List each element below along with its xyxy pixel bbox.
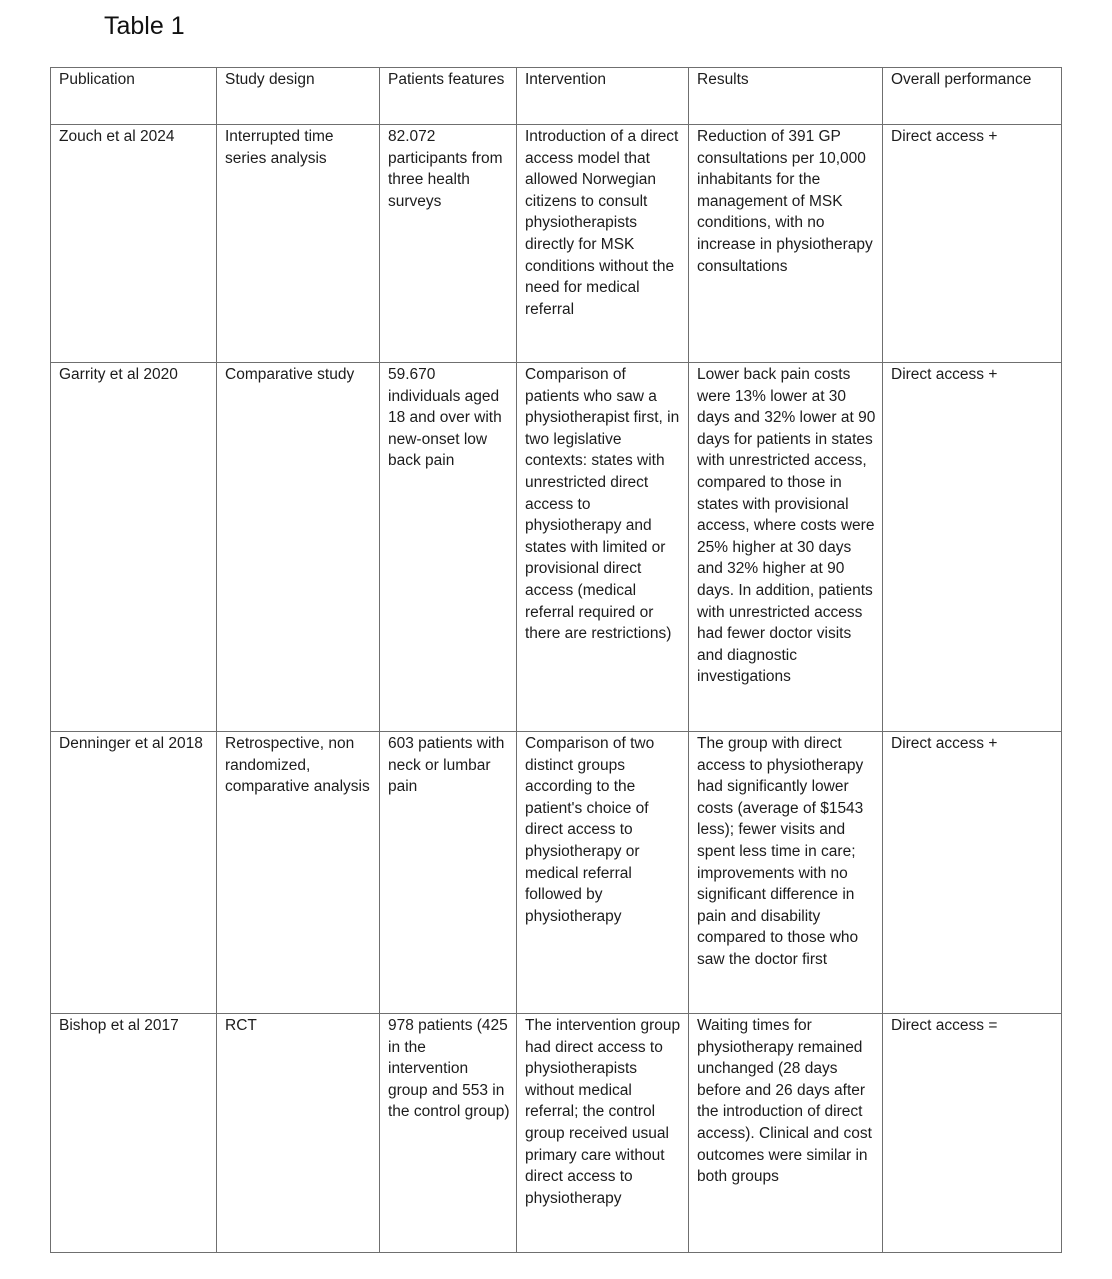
- cell-publication: Zouch et al 2024: [51, 125, 217, 363]
- table-caption: Table 1: [104, 12, 185, 40]
- column-header-study-design: Study design: [217, 68, 380, 125]
- cell-study-design: Interrupted time series analysis: [217, 125, 380, 363]
- table-row: [51, 1014, 1062, 1253]
- cell-publication: Bishop et al 2017: [51, 1014, 217, 1253]
- cell-overall-performance: Direct access +: [883, 125, 1062, 363]
- cell-patients-features: 603 patients with neck or lumbar pain: [380, 732, 517, 1014]
- cell-results: Waiting times for physiotherapy remained unchanged (28 days before and 26 days after the introduction of direct access). Clinical and cost outcomes were similar in both groups: [689, 1014, 883, 1253]
- column-header-results: Results: [689, 68, 883, 125]
- cell-study-design: Comparative study: [217, 363, 380, 732]
- cell-publication: Denninger et al 2018: [51, 732, 217, 1014]
- table-row: [51, 732, 1062, 1014]
- cell-intervention: Comparison of patients who saw a physiotherapist first, in two legislative contexts: states with unrestricted direct access to physiotherapy and states with limited or provisional direct access (medical referral required or there are restrictions): [517, 363, 689, 732]
- cell-study-design: Retrospective, non randomized, comparative analysis: [217, 732, 380, 1014]
- cell-intervention: Introduction of a direct access model that allowed Norwegian citizens to consult physiotherapists directly for MSK conditions without the need for medical referral: [517, 125, 689, 363]
- table-header-row: [51, 68, 1062, 125]
- cell-publication: Garrity et al 2020: [51, 363, 217, 732]
- cell-intervention: The intervention group had direct access to physiotherapists without medical referral; the control group received usual primary care without direct access to physiotherapy: [517, 1014, 689, 1253]
- studies-table: [50, 67, 1062, 1253]
- column-header-patients-features: Patients features: [380, 68, 517, 125]
- cell-results: The group with direct access to physiotherapy had significantly lower costs (average of $1543 less); fewer visits and spent less time in care; improvements with no significant difference in pain and disability compared to those who saw the doctor first: [689, 732, 883, 1014]
- cell-results: Lower back pain costs were 13% lower at 30 days and 32% lower at 90 days for patients in states with unrestricted access, compared to those in states with provisional access, where costs were 25% higher at 30 days and 32% higher at 90 days. In addition, patients with unrestricted access had fewer doctor visits and diagnostic investigations: [689, 363, 883, 732]
- cell-patients-features: 978 patients (425 in the intervention group and 553 in the control group): [380, 1014, 517, 1253]
- cell-patients-features: 82.072 participants from three health surveys: [380, 125, 517, 363]
- table-row: [51, 363, 1062, 732]
- cell-study-design: RCT: [217, 1014, 380, 1253]
- cell-intervention: Comparison of two distinct groups according to the patient's choice of direct access to physiotherapy or medical referral followed by physiotherapy: [517, 732, 689, 1014]
- cell-patients-features: 59.670 individuals aged 18 and over with new-onset low back pain: [380, 363, 517, 732]
- cell-overall-performance: Direct access +: [883, 732, 1062, 1014]
- cell-overall-performance: Direct access +: [883, 363, 1062, 732]
- column-header-intervention: Intervention: [517, 68, 689, 125]
- column-header-publication: Publication: [51, 68, 217, 125]
- cell-overall-performance: Direct access =: [883, 1014, 1062, 1253]
- table-row: [51, 125, 1062, 363]
- cell-results: Reduction of 391 GP consultations per 10,000 inhabitants for the management of MSK conditions, with no increase in physiotherapy consultations: [689, 125, 883, 363]
- column-header-overall-performance: Overall performance: [883, 68, 1062, 125]
